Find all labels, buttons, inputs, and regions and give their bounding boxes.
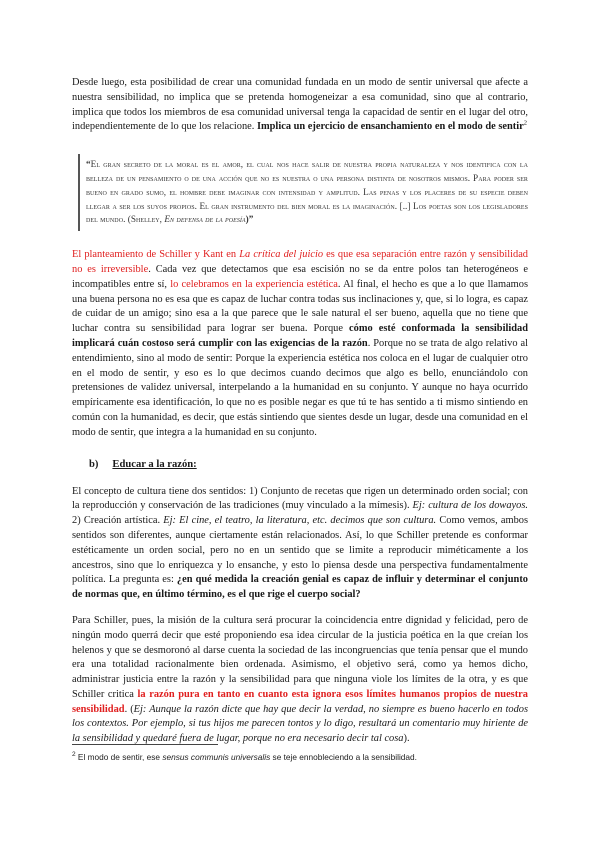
paragraph-3-bold-question: ¿en qué medida la creación genial es capaz de influir y determinar el conjunto de normas que, en último término, es el que rige el cuerpo social?: [72, 574, 528, 601]
paragraph-4-italic-example: Ej: Aunque la razón dicte que hay que decir la verdad, no siempre es bueno hacerlo en todos los contextos. Por ejemplo, si tus hijos me parecen tontos y lo digo, resultará un comentario muy hiriente de la sensibilidad y quedaré fuera de lugar, porque no era necesario decir tal cosa: [72, 703, 529, 745]
section-heading-label: b): [89, 458, 99, 470]
paragraph-4-text-1: Para Schiller, pues, la misión de la cultura será procurar la coincidencia entre dignidad y felicidad, pero de ningún modo querrá decir que esté proponiendo esa idea circular de la justicia poética en la que creían los helenos y que se desmoronó al darse cuenta la sociedad de las incongruencias que tenía pensar que el mundo era una totalidad racionalmente bien ordenada. Asimismo, el objetivo será, como ya hemos dicho, administrar justicia entre la razón y la sensibilidad para que ninguna viole los límites de la otra, y es que Schiller critica: [72, 614, 528, 700]
block-quote: [78, 154, 528, 231]
quote-source-title: En defensa de la poesía: [164, 214, 246, 225]
paragraph-2: [72, 248, 528, 440]
paragraph-4-red-bold: la razón pura en tanto en cuanto esta ignora esos límites humanos propios de nuestra sensibilidad: [72, 688, 528, 715]
paragraph-4-text-3: ).: [403, 733, 410, 745]
footnote-text-1: El modo de sentir, ese: [75, 752, 163, 762]
paragraph-2-red-2: es que esa separación entre razón y sensibilidad no es irreversible: [72, 249, 528, 275]
footnote-text-2: se teje ennobleciendo a la sensibilidad.: [270, 752, 417, 762]
paragraph-2-text-1: . Cada vez que detectamos que esa escisión no se da entre polos tan heterogéneos e incompatibles entre sí,: [72, 263, 528, 290]
paragraph-2-red-1: El planteamiento de Schiller y Kant en: [72, 249, 240, 261]
paragraph-3-italic-2: Ej: El cine, el teatro, la literatura, etc. decimos que son cultura.: [163, 515, 437, 527]
paragraph-4-text-2: . (: [124, 703, 134, 715]
paragraph-1-text: Desde luego, esta posibilidad de crear una comunidad fundada en un modo de sentir universal que afecte a nuestra sensibilidad, no implica que se pretenda homogeneizar a esa comunidad, sino que al contrario, implica que todos los miembros de esa comunidad universal tenga la capacidad de sentir en el lugar del otro, independientemente de lo que los relacione.: [72, 77, 528, 133]
paragraph-2-text-2: . Al final, el hecho es que a lo que llamamos una buena persona no es esa que es capaz de luchar contra todas sus inclinaciones y, que, si lo logra, es capaz de cuidar de un amigo; sino esa a la que parece que le sale natural el ser bueno, aquella que no tiene que luchar contra su sensibilidad para lograr ser buena. Porque: [72, 278, 528, 335]
paragraph-3-text-2: 2) Creación artística.: [72, 515, 164, 527]
document-body: [72, 76, 528, 747]
paragraph-3-text-1: El concepto de cultura tiene dos sentidos: 1) Conjunto de recetas que rigen un determinado orden social; con la reproducción y conservación de las tradiciones (muy vinculado a la mímesis).: [72, 485, 528, 512]
paragraph-1-bold: Implica un ejercicio de ensanchamiento en el modo de sentir: [256, 121, 524, 133]
quote-open-mark: “: [86, 159, 91, 170]
quote-text: El gran secreto de la moral es el amor, el cual nos hace salir de nuestra propia naturaleza y nos identifica con la belleza de un pensamiento o de una acción que no es nuestra o una persona distinta de nosotros mismos. Para poder ser bueno en grado sumo, el hombre debe imaginar con intensidad y amplitud. Las penas y los placeres de su especie deben llegar a ser los suyos propios. El gran instrumento del bien moral es la imaginación. [..] Los poetas son los legisladores del mundo. (Shelley,: [86, 159, 528, 225]
paragraph-1: [72, 76, 528, 135]
paragraph-2-text-3: . Porque no se trata de algo relativo al entendimiento, sino al modo de sentir: Porque la experiencia estética nos coloca en el lugar de cualquier otro en el modo de sentir, y eso es lo que decimos cuando decimos que algo es bello, enunciándolo con pretensiones de validez universal, interpelando a la humanidad en su conjunto. Y aunque no haya ocurrido empíricamente esa identificación, lo que no es posible negar es que tú te has sentido a ti mismo sintiendo en común con la humanidad, es decir, que estás sintiendo que sientes desde un lugar, desde una comunidad en el modo de sentir, que integra a la humanidad en su conjunto.: [72, 337, 528, 438]
footnote-number: 2: [72, 751, 76, 759]
section-heading: [89, 459, 528, 470]
footnote-italic: sensus communis universalis: [162, 752, 271, 762]
paragraph-2-red-italic: La crítica del juicio: [239, 249, 324, 261]
paragraph-3-italic-1: Ej: cultura de los dowayos.: [412, 500, 528, 512]
footnote-separator: [72, 744, 218, 745]
paragraph-3-text-3: Como vemos, ambos sentidos son diferentes, aunque ciertamente están relacionados. Así, lo que Schiller pretende es conformar estéticamente un orden social, pero no en un sentido que se limite a reproducir miméticamente a los ancestros, sino que lo enriquezca y lo ensanche, y esto lo piensa desde una perspectiva fundamentalmente política. La pregunta es:: [72, 515, 528, 586]
footnote: [72, 752, 528, 763]
paragraph-2-bold: cómo esté conformada la sensibilidad implicará cuán costoso será cumplir con las exigencias de la razón: [72, 323, 528, 349]
paragraph-3: [72, 485, 528, 603]
footnote-ref-2[interactable]: 2: [523, 119, 527, 127]
quote-close-mark: )”: [245, 214, 254, 225]
section-heading-title: Educar a la razón:: [112, 458, 197, 470]
paragraph-4: [72, 614, 528, 747]
paragraph-2-red-3: lo celebramos en la experiencia estética: [170, 278, 338, 290]
